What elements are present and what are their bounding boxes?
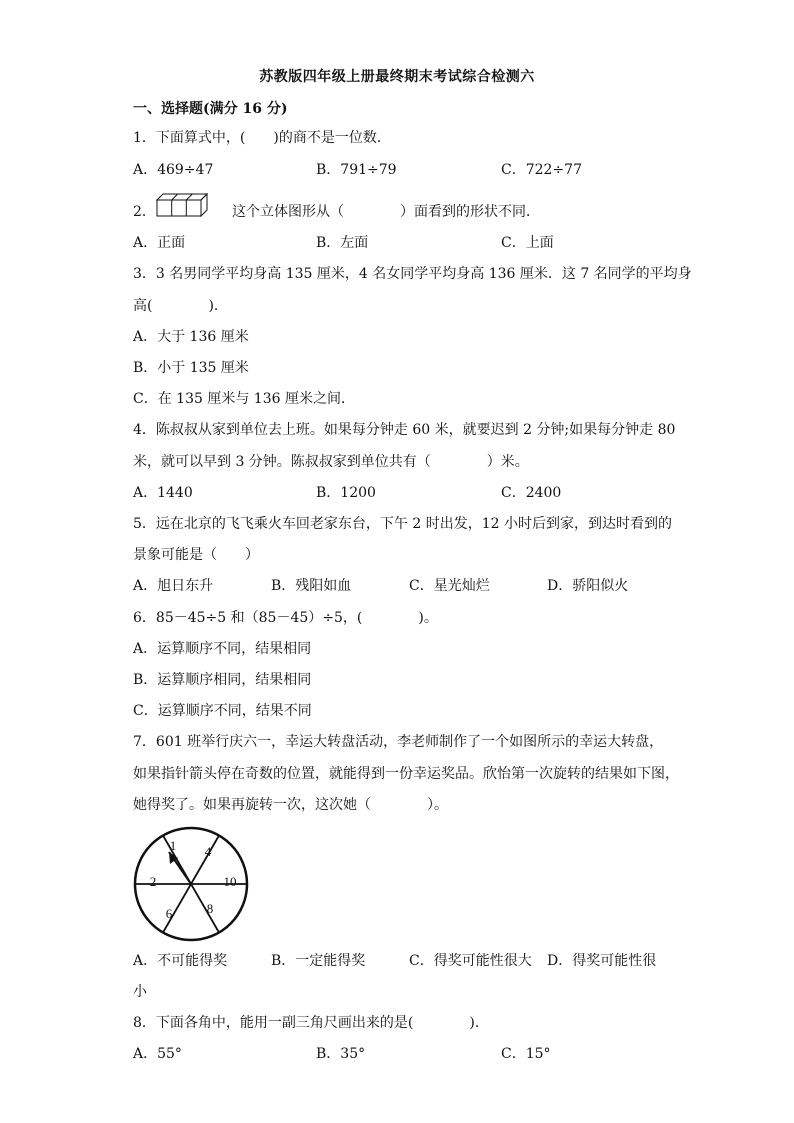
question-7-option-c: C．得奖可能性很大 (409, 953, 532, 969)
question-7-option-b: B．一定能得奖 (271, 953, 366, 969)
wheel-number: 2 (149, 874, 157, 889)
question-6-stem: 6．85－45÷5 和（85－45）÷5，( )。 (133, 610, 438, 626)
question-8-option-a: A．55° (133, 1046, 182, 1062)
cube-figure (156, 193, 208, 217)
question-4-option-a: A．1440 (133, 485, 193, 501)
question-6-option-c: C．运算顺序不同，结果不同 (133, 703, 312, 719)
question-7-line-2: 如果指针箭头停在奇数的位置，就能得到一份幸运奖品。欣怡第一次旋转的结果如下图， (133, 766, 679, 782)
question-5-line-1: 5．远在北京的飞飞乘火车回老家东台，下午 2 时出发，12 小时后到家，到达时看到的 (133, 516, 672, 532)
question-4-line-2: 米，就可以早到 3 分钟。陈叔叔家到单位共有（ ）米。 (133, 454, 529, 470)
question-3-option-c: C．在 135 厘米与 136 厘米之间． (133, 391, 355, 407)
question-4-option-b: B．1200 (316, 485, 376, 501)
question-2-option-a: A．正面 (133, 235, 186, 251)
wheel-number: 10 (223, 874, 237, 889)
question-1-option-c: C．722÷77 (501, 162, 582, 178)
question-3-option-b: B．小于 135 厘米 (133, 360, 249, 376)
question-1-option-a: A．469÷47 (133, 162, 214, 178)
question-2-stem: 这个立体图形从（ ）面看到的形状不同． (232, 204, 540, 220)
question-8-stem: 8．下面各角中，能用一副三角尺画出来的是( )． (133, 1015, 489, 1031)
question-3-option-a: A．大于 136 厘米 (133, 329, 249, 345)
question-3-line-1: 3．3 名男同学平均身高 135 厘米，4 名女同学平均身高 136 厘米．这 7 名同学的平均身 (133, 266, 692, 282)
wheel-number: 1 (169, 838, 177, 853)
question-4-line-1: 4．陈叔叔从家到单位去上班。如果每分钟走 60 米，就要迟到 2 分钟;如果每分钟走 80 (133, 422, 676, 438)
question-4-option-c: C．2400 (501, 485, 562, 501)
question-7-option-d: D．得奖可能性很 (547, 953, 657, 969)
page-title: 苏教版四年级上册最终期末考试综合检测六 (259, 69, 535, 85)
question-7-line-1: 7．601 班举行庆六一，幸运大转盘活动，李老师制作了一个如图所示的幸运大转盘， (133, 734, 664, 750)
question-8-option-b: B．35° (316, 1046, 366, 1062)
question-8-option-c: C．15° (501, 1046, 551, 1062)
question-5-option-d: D．骄阳似火 (547, 578, 629, 594)
question-2-option-b: B．左面 (316, 235, 369, 251)
wheel-number: 4 (204, 844, 212, 859)
question-7-option-d-continued: 小 (133, 984, 147, 1000)
question-7-option-a: A．不可能得奖 (133, 953, 228, 969)
question-1-option-b: B．791÷79 (316, 162, 397, 178)
question-7-line-3: 她得奖了。如果再旋转一次，这次她（ ）。 (133, 797, 448, 813)
question-2-option-c: C．上面 (501, 235, 554, 251)
question-3-line-2: 高( )． (133, 298, 228, 314)
question-5-line-2: 景象可能是（ ） (133, 547, 259, 563)
wheel-number: 8 (206, 901, 214, 916)
wheel-number: 6 (165, 906, 173, 921)
section-heading: 一、选择题(满分 16 分) (133, 101, 288, 117)
question-6-option-b: B．运算顺序相同，结果相同 (133, 672, 312, 688)
question-1-stem: 1．下面算式中，( )的商不是一位数． (133, 130, 391, 146)
question-2-number: 2． (133, 204, 156, 220)
lucky-wheel (133, 826, 249, 942)
question-5-option-b: B．残阳如血 (271, 578, 352, 594)
question-5-option-c: C．星光灿烂 (409, 578, 490, 594)
question-5-option-a: A．旭日东升 (133, 578, 214, 594)
question-6-option-a: A．运算顺序不同，结果相同 (133, 641, 312, 657)
